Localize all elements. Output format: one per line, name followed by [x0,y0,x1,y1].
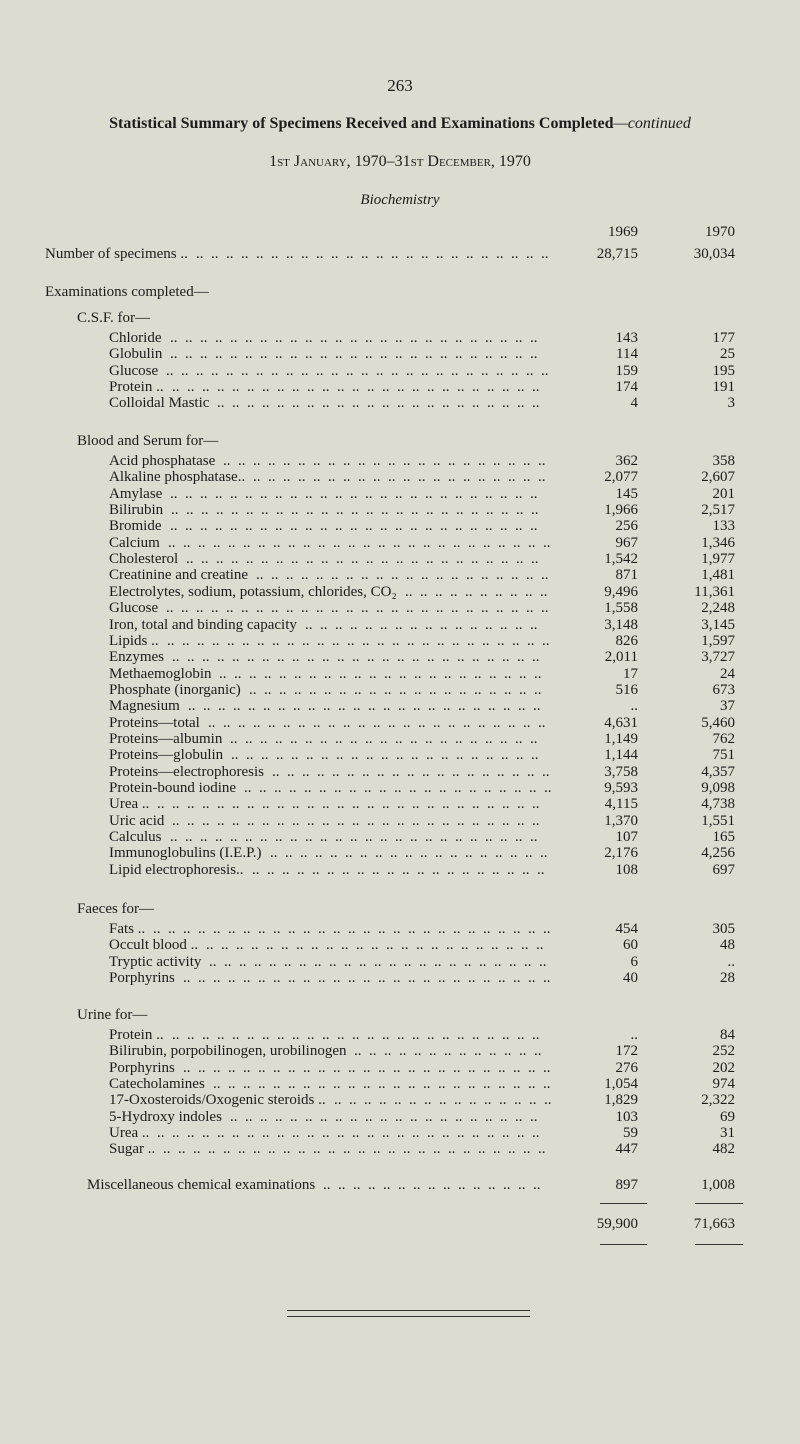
value-1970: 4,357 [701,764,735,780]
value-1969: .. [630,1027,638,1043]
table-row [0,845,800,861]
value-1970: 84 [720,1027,735,1043]
table-row [0,518,800,534]
row-label: Glucose [109,363,159,379]
value-1970: 2,517 [701,502,735,518]
row-label: Proteins—electrophoresis [109,764,264,780]
dot-leader: .. .. .. .. .. .. .. .. .. .. .. .. .. .. .. .. .. .. .. .. .. .. .. .. [196,246,549,262]
table-row [0,1043,800,1059]
value-1969: 454 [615,921,638,937]
value-1970: 1,597 [701,633,735,649]
value-1969: 103 [615,1109,638,1125]
dot-leader: .. .. .. .. .. .. .. .. .. .. .. .. .. .. .. .. .. .. .. [270,845,548,861]
dot-leader: .. .. .. .. .. .. .. .. .. .. .. .. .. .. .. .. .. .. .. .. [249,682,542,698]
table-row [0,649,800,665]
value-1970: 1,481 [701,567,735,583]
table-row [0,363,800,379]
footer-rule [287,1316,530,1317]
dot-leader: .. .. .. .. .. .. .. .. .. .. .. .. .. [354,1043,542,1059]
value-1969: 4,115 [604,796,638,812]
table-row [0,1177,800,1193]
value-1969: 1,558 [604,600,638,616]
table-row [0,1060,800,1076]
value-1970: .. [727,954,735,970]
row-label: Cholesterol [109,551,179,567]
section-title: Biochemistry [360,192,440,208]
value-1969: 871 [615,567,638,583]
value-1969: 1,829 [604,1092,638,1108]
value-1969: 1,966 [604,502,638,518]
value-1970: 3,145 [701,617,735,633]
group-heading: Blood and Serum for— [77,433,219,449]
value-1970: 191 [712,379,735,395]
row-label: 5-Hydroxy indoles [109,1109,222,1125]
value-1969: 60 [623,937,638,953]
value-1969: 1,054 [604,1076,638,1092]
value-1970: 177 [712,330,735,346]
dot-leader: .. .. .. .. .. .. .. .. .. .. .. .. .. .. .. .. .. .. .. .. .. .. .. .. .. .. [166,600,549,616]
table-row [0,395,800,411]
table-row [0,346,800,362]
value-1970: 5,460 [701,715,735,731]
row-label: Bromide [109,518,162,534]
value-1970: 165 [712,829,735,845]
value-1970: 25 [720,346,735,362]
table-row [0,780,800,796]
row-label: Magnesium [109,698,180,714]
row-label: Fats .. [109,921,146,937]
value-1969: 59 [623,1125,638,1141]
dot-leader: .. .. .. .. .. .. .. .. .. .. .. .. .. .. .. .. .. .. .. .. .. .. [223,453,546,469]
table-row [0,1109,800,1125]
table-row [0,584,800,600]
row-label: Calcium [109,535,160,551]
footer-rule [287,1310,530,1311]
table-row [0,1092,800,1108]
column-header-1969: 1969 [608,224,638,240]
column-header-1970: 1970 [705,224,735,240]
row-label: Bilirubin, porpobilinogen, urobilinogen [109,1043,347,1059]
value-1969: 2,011 [604,649,638,665]
value-1970: 358 [712,453,735,469]
group-heading: Examinations completed— [45,284,209,300]
row-label: Enzymes [109,649,164,665]
value-1970: 28 [720,970,735,986]
value-1969: 4 [630,395,638,411]
value-1969: 256 [615,518,638,534]
dot-leader: .. .. .. .. .. .. .. .. .. .. .. .. .. .. .. [334,1092,552,1108]
table-row [0,921,800,937]
value-1969: 4,631 [604,715,638,731]
value-1970: 673 [712,682,735,698]
row-label: Occult blood .. [109,937,199,953]
dot-leader: .. .. .. .. .. .. .. .. .. .. [405,584,548,600]
row-label: Methaemoglobin [109,666,212,682]
table-row [0,764,800,780]
value-1969: 28,715 [596,246,638,262]
page-number: 263 [387,76,413,95]
subtotal-rule-1969 [600,1203,647,1204]
value-1970: 48 [720,937,735,953]
value-1969: 143 [615,330,638,346]
value-1969: 107 [615,829,638,845]
row-label: Creatinine and creatine [109,567,249,583]
dot-leader: .. .. .. .. .. .. .. .. .. .. .. .. .. .. .. .. .. .. .. .. .. .. .. .. .. [171,502,539,518]
table-row [0,937,800,953]
dot-leader: .. .. .. .. .. .. .. .. .. .. .. .. .. .. .. .. .. .. .. .. .. [230,731,538,747]
row-label: Number of specimens .. [45,246,188,262]
table-row [0,1141,800,1157]
value-1970: 37 [720,698,735,714]
dot-leader: .. .. .. .. .. .. .. .. .. .. .. .. .. .. .. .. .. .. .. .. .. .. .. .. .. .. [166,363,549,379]
row-label: Immunoglobulins (I.E.P.) [109,845,262,861]
table-row [0,682,800,698]
row-label: Protein .. [109,379,164,395]
value-1970: 24 [720,666,735,682]
value-1969: 276 [615,1060,638,1076]
value-1969: 897 [615,1177,638,1193]
dot-leader: .. .. .. .. .. .. .. .. .. .. .. .. .. .. .. .. .. .. .. .. [252,862,545,878]
table-row [0,486,800,502]
table-row [0,813,800,829]
table-row [0,246,800,262]
dot-leader: .. .. .. .. .. .. .. .. .. .. .. .. .. .. .. .. .. .. .. .. .. .. .. .. .. [170,518,538,534]
table-row [0,502,800,518]
value-1970: 252 [712,1043,735,1059]
period-subtitle: 1st January, 1970–31st December, 1970 [269,153,531,170]
row-label: Protein-bound iodine [109,780,237,796]
row-label: Colloidal Mastic [109,395,210,411]
table-row [0,379,800,395]
dot-leader: .. .. .. .. .. .. .. .. .. .. .. .. .. .. .. .. .. .. .. .. .. [230,1109,538,1125]
table-row [0,954,800,970]
value-1970: 697 [712,862,735,878]
value-1969: 967 [615,535,638,551]
table-row [0,535,800,551]
value-1969: 159 [615,363,638,379]
row-label: Porphyrins [109,1060,175,1076]
row-label: Proteins—total [109,715,200,731]
table-row [0,698,800,714]
row-label: Chloride [109,330,162,346]
table-row [0,617,800,633]
value-1969: 1,149 [604,731,638,747]
row-label: Urea .. [109,796,150,812]
row-label: Uric acid [109,813,165,829]
row-label: 17-Oxosteroids/Oxogenic steroids .. [109,1092,326,1108]
value-1970: 974 [712,1076,735,1092]
row-label: Glucose [109,600,159,616]
row-label: Alkaline phosphatase.. [109,469,246,485]
dot-leader: .. .. .. .. .. .. .. .. .. .. .. .. .. .. .. .. .. .. .. .. .. [244,780,552,796]
dot-leader: .. .. .. .. .. .. .. .. .. .. .. .. .. .. .. .. .. .. .. .. .. .. .. .. .. .. [168,535,551,551]
value-1970: 31 [720,1125,735,1141]
value-1969: 826 [615,633,638,649]
value-1970: 305 [712,921,735,937]
group-heading: Faeces for— [77,901,155,917]
dot-leader: .. .. .. .. .. .. .. .. .. .. .. .. .. .. .. .. .. .. .. .. .. .. .. .. [188,698,541,714]
row-label: Amylase [109,486,163,502]
dot-leader: .. .. .. .. .. .. .. .. .. .. .. .. .. .. .. .. .. .. .. .. .. .. .. .. .. [172,1027,540,1043]
row-label: Sugar .. [109,1141,156,1157]
row-label: Globulin [109,346,163,362]
value-1969: 40 [623,970,638,986]
table-row [0,1125,800,1141]
table-row [0,796,800,812]
row-label: Proteins—globulin [109,747,224,763]
value-1969: .. [630,698,638,714]
table-row [0,747,800,763]
dot-leader: .. .. .. .. .. .. .. .. .. .. .. .. .. .. .. .. .. .. .. .. .. .. .. .. .. [172,649,540,665]
value-1969: 114 [616,346,638,362]
value-1969: 59,900 [596,1216,638,1232]
row-label: Catecholamines [109,1076,205,1092]
row-label: Porphyrins [109,970,175,986]
value-1969: 362 [615,453,638,469]
value-1970: 751 [712,747,735,763]
row-label: Lipids .. [109,633,159,649]
value-1970: 133 [712,518,735,534]
table-row [0,1076,800,1092]
dot-leader: .. .. .. .. .. .. .. .. .. .. .. .. .. .. .. .. .. .. .. .. .. .. .. .. .. [170,486,538,502]
table-row [0,731,800,747]
value-1969: 2,176 [604,845,638,861]
value-1969: 9,496 [604,584,638,600]
group-heading: Urine for— [77,1007,148,1023]
table-row [0,829,800,845]
value-1969: 108 [615,862,638,878]
subtotal-rule-1970 [695,1203,743,1204]
table-row [0,862,800,878]
table-row [0,715,800,731]
value-1970: 1,977 [701,551,735,567]
total-rule-1970 [695,1244,743,1245]
value-1970: 3,727 [701,649,735,665]
dot-leader: .. .. .. .. .. .. .. .. .. .. .. .. .. .. .. .. .. .. .. .. .. .. .. .. .. .. [157,796,540,812]
value-1969: 1,144 [604,747,638,763]
dot-leader: .. .. .. .. .. .. .. .. .. .. .. .. .. .. .. .. .. .. .. .. .. .. .. .. .. .. [167,633,550,649]
value-1969: 9,593 [604,780,638,796]
value-1970: 4,256 [701,845,735,861]
page-title [0,114,800,134]
value-1969: 145 [615,486,638,502]
dot-leader: .. .. .. .. .. .. .. .. .. .. .. .. .. .. .. .. .. .. .. .. .. .. .. .. .. [170,829,538,845]
row-label: Protein .. [109,1027,164,1043]
dot-leader: .. .. .. .. .. .. .. .. .. .. .. .. .. .. .. .. .. .. .. .. .. .. .. .. .. .. .. [153,921,551,937]
dot-leader: .. .. .. .. .. .. .. .. .. .. .. .. .. .. .. .. .. .. .. .. .. .. .. [213,1076,551,1092]
total-rule-1969 [600,1244,647,1245]
dot-leader: .. .. .. .. .. .. .. .. .. .. .. .. .. .. .. .. .. .. .. .. .. .. .. .. .. [170,346,538,362]
value-1970: 482 [712,1141,735,1157]
row-label: Lipid electrophoresis.. [109,862,244,878]
row-label: Bilirubin [109,502,164,518]
value-1970: 69 [720,1109,735,1125]
row-label: Miscellaneous chemical examinations [87,1177,316,1193]
table-row [0,633,800,649]
dot-leader: .. .. .. .. .. .. .. .. .. .. .. .. .. .. .. .. .. .. .. .. .. .. .. .. .. [170,330,538,346]
value-1969: 3,148 [604,617,638,633]
dot-leader: .. .. .. .. .. .. .. .. .. .. .. .. .. .. .. .. .. .. .. .. .. .. .. .. .. .. [157,1125,540,1141]
value-1970: 3 [727,395,735,411]
row-label: Acid phosphatase [109,453,216,469]
value-1970: 1,346 [701,535,735,551]
group-heading: C.S.F. for— [77,310,150,326]
dot-leader: .. .. .. .. .. .. .. .. .. .. .. .. .. .. .. .. .. .. .. .. [256,567,549,583]
dot-leader: .. .. .. .. .. .. .. .. .. .. .. .. .. .. .. .. .. .. .. .. .. .. [219,666,542,682]
value-1970: 201 [712,486,735,502]
table-row [0,453,800,469]
value-1970: 202 [712,1060,735,1076]
value-1970: 195 [712,363,735,379]
title-suffix: —continued [613,115,691,132]
table-row [0,330,800,346]
dot-leader: .. .. .. .. .. .. .. .. .. .. .. .. .. .. .. .. .. .. .. .. .. .. .. .. .. [172,379,540,395]
table-row [0,1027,800,1043]
table-row [0,551,800,567]
table-row [0,666,800,682]
value-1969: 172 [615,1043,638,1059]
value-1969: 17 [623,666,638,682]
row-label: Electrolytes, sodium, potassium, chlorides, CO₂ [109,584,397,600]
value-1969: 3,758 [604,764,638,780]
dot-leader: .. .. .. .. .. .. .. .. .. .. .. .. .. .. .. .. .. .. .. .. .. .. .. .. .. [183,970,551,986]
value-1970: 2,322 [701,1092,735,1108]
value-1970: 4,738 [701,796,735,812]
value-1970: 71,663 [693,1216,735,1232]
dot-leader: .. .. .. .. .. .. .. .. .. .. .. .. .. .. .. .. .. .. .. .. .. .. .. .. [186,551,539,567]
value-1970: 1,551 [701,813,735,829]
value-1970: 2,248 [701,600,735,616]
value-1969: 174 [615,379,638,395]
table-row [0,469,800,485]
row-label: Calculus [109,829,162,845]
value-1969: 447 [615,1141,638,1157]
value-1969: 2,077 [604,469,638,485]
dot-leader: .. .. .. .. .. .. .. .. .. .. .. .. .. .. .. .. .. .. .. .. .. [231,747,539,763]
dot-leader: .. .. .. .. .. .. .. .. .. .. .. .. .. .. .. .. .. .. .. .. .. .. .. .. .. .. [163,1141,546,1157]
table-row [0,1216,800,1232]
value-1969: 6 [630,954,638,970]
value-1970: 9,098 [701,780,735,796]
dot-leader: .. .. .. .. .. .. .. .. .. .. .. .. .. .. .. .. .. .. .. .. .. .. .. .. .. [172,813,540,829]
value-1969: 516 [615,682,638,698]
row-label: Urea .. [109,1125,150,1141]
dot-leader: .. .. .. .. .. .. .. .. .. .. .. .. .. .. .. .. .. .. .. .. .. .. .. [206,937,544,953]
row-label: Iron, total and binding capacity [109,617,297,633]
value-1970: 2,607 [701,469,735,485]
dot-leader: .. .. .. .. .. .. .. .. .. .. .. .. .. .. .. .. .. .. .. [272,764,550,780]
value-1970: 762 [712,731,735,747]
dot-leader: .. .. .. .. .. .. .. .. .. .. .. .. .. .. .. [323,1177,541,1193]
row-label: Phosphate (inorganic) [109,682,241,698]
title-text: Statistical Summary of Specimens Received and Examinations Completed [109,115,614,132]
value-1969: 1,370 [604,813,638,829]
table-row [0,600,800,616]
dot-leader: .. .. .. .. .. .. .. .. .. .. .. .. .. .. .. .. .. .. .. .. .. .. .. [208,715,546,731]
dot-leader: .. .. .. .. .. .. .. .. .. .. .. .. .. .. .. .. .. .. .. .. .. .. [217,395,540,411]
value-1970: 11,361 [694,584,735,600]
dot-leader: .. .. .. .. .. .. .. .. .. .. .. .. .. .. .. .. .. .. .. .. [253,469,546,485]
dot-leader: .. .. .. .. .. .. .. .. .. .. .. .. .. .. .. .. [305,617,538,633]
value-1969: 1,542 [604,551,638,567]
table-row [0,567,800,583]
dot-leader: .. .. .. .. .. .. .. .. .. .. .. .. .. .. .. .. .. .. .. .. .. .. .. .. .. [183,1060,551,1076]
value-1970: 30,034 [693,246,735,262]
value-1970: 1,008 [701,1177,735,1193]
table-row [0,970,800,986]
dot-leader: .. .. .. .. .. .. .. .. .. .. .. .. .. .. .. .. .. .. .. .. .. .. .. [209,954,547,970]
row-label: Proteins—albumin [109,731,223,747]
row-label: Tryptic activity [109,954,202,970]
